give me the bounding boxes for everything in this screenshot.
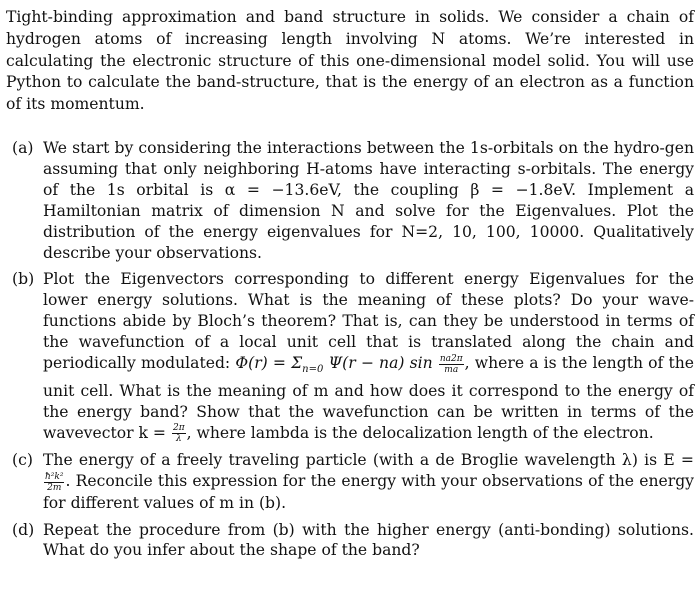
question-b-text-2: , where a is the length of the unit cell. What is the meaning of m and how does it correspond to the energy of the energy band? Show that the wavefunction can be written in terms of the wavevector k = bbox=[43, 354, 694, 442]
question-b-label: (b) bbox=[12, 270, 35, 289]
bloch-fraction bbox=[439, 354, 464, 375]
question-d bbox=[6, 520, 694, 562]
intro-paragraph: Tight-binding approximation and band structure in solids. We consider a chain of hydrogen atoms of increasing length involving N atoms. We’re interested in calculating the electronic structure of this one-dimensional model solid. You will use Python to calculate the band-structure, that is the energy of an electron as a function of its momentum. bbox=[6, 8, 694, 114]
wavevector-fraction-den: λ bbox=[175, 434, 182, 445]
question-b-text-1: Plot the Eigenvectors corresponding to different energy Eigenvalues for the lower energy solutions. What is the meaning of these plots? Do your wave-functions abide by Bloch’s theorem? That is, can they be understood in terms of the wavefunction of a local unit cell that is translated along the chain and periodically modulated: bbox=[43, 270, 694, 373]
bloch-formula-sub: n=0 bbox=[302, 364, 324, 376]
question-d-label: (d) bbox=[12, 520, 35, 539]
question-a-text: We start by considering the interactions between the 1s-orbitals on the hydro-gen assuming that only neighboring H-atoms have interacting s-orbitals. The energy of the 1s orbital is α = −13.6eV, the coupling β = −1.8eV. Implement a Hamiltonian matrix of dimension N and solve for the Eigenvalues. Plot the distribution of the energy eigenvalues for N=2, 10, 100, 10000. Qualitatively describe your observations. bbox=[43, 138, 694, 262]
question-c-text-1: The energy of a freely traveling particle (with a de Broglie wavelength λ) is E = bbox=[43, 451, 694, 470]
energy-fraction bbox=[44, 472, 64, 493]
energy-fraction-den: 2m bbox=[47, 482, 62, 493]
question-d-text: Repeat the procedure from (b) with the higher energy (anti-bonding) solutions. What do you infer about the shape of the band? bbox=[43, 520, 694, 560]
bloch-formula-mid: Ψ(r − na) sin bbox=[328, 354, 433, 373]
wavevector-fraction bbox=[172, 423, 186, 444]
question-b-text bbox=[43, 269, 694, 444]
question-a-label: (a) bbox=[12, 138, 34, 157]
question-b-text-3: , where lambda is the delocalization length of the electron. bbox=[186, 423, 654, 442]
question-c-text bbox=[43, 450, 694, 513]
bloch-fraction-den: ma bbox=[444, 364, 459, 375]
question-b bbox=[6, 269, 694, 444]
energy-fraction-num: ħ²k² bbox=[45, 471, 64, 482]
bloch-formula bbox=[235, 353, 464, 376]
bloch-fraction-num: na2π bbox=[439, 353, 463, 364]
question-c-text-2: . Reconcile this expression for the energy with your observations of the energy for different values of m in (b). bbox=[43, 472, 694, 512]
question-c bbox=[6, 450, 694, 513]
question-list bbox=[6, 138, 694, 561]
question-a bbox=[6, 138, 694, 263]
bloch-formula-lhs: Φ(r) = Σ bbox=[235, 354, 303, 373]
wavevector-fraction-num: 2π bbox=[172, 423, 185, 434]
question-c-label: (c) bbox=[12, 451, 33, 470]
